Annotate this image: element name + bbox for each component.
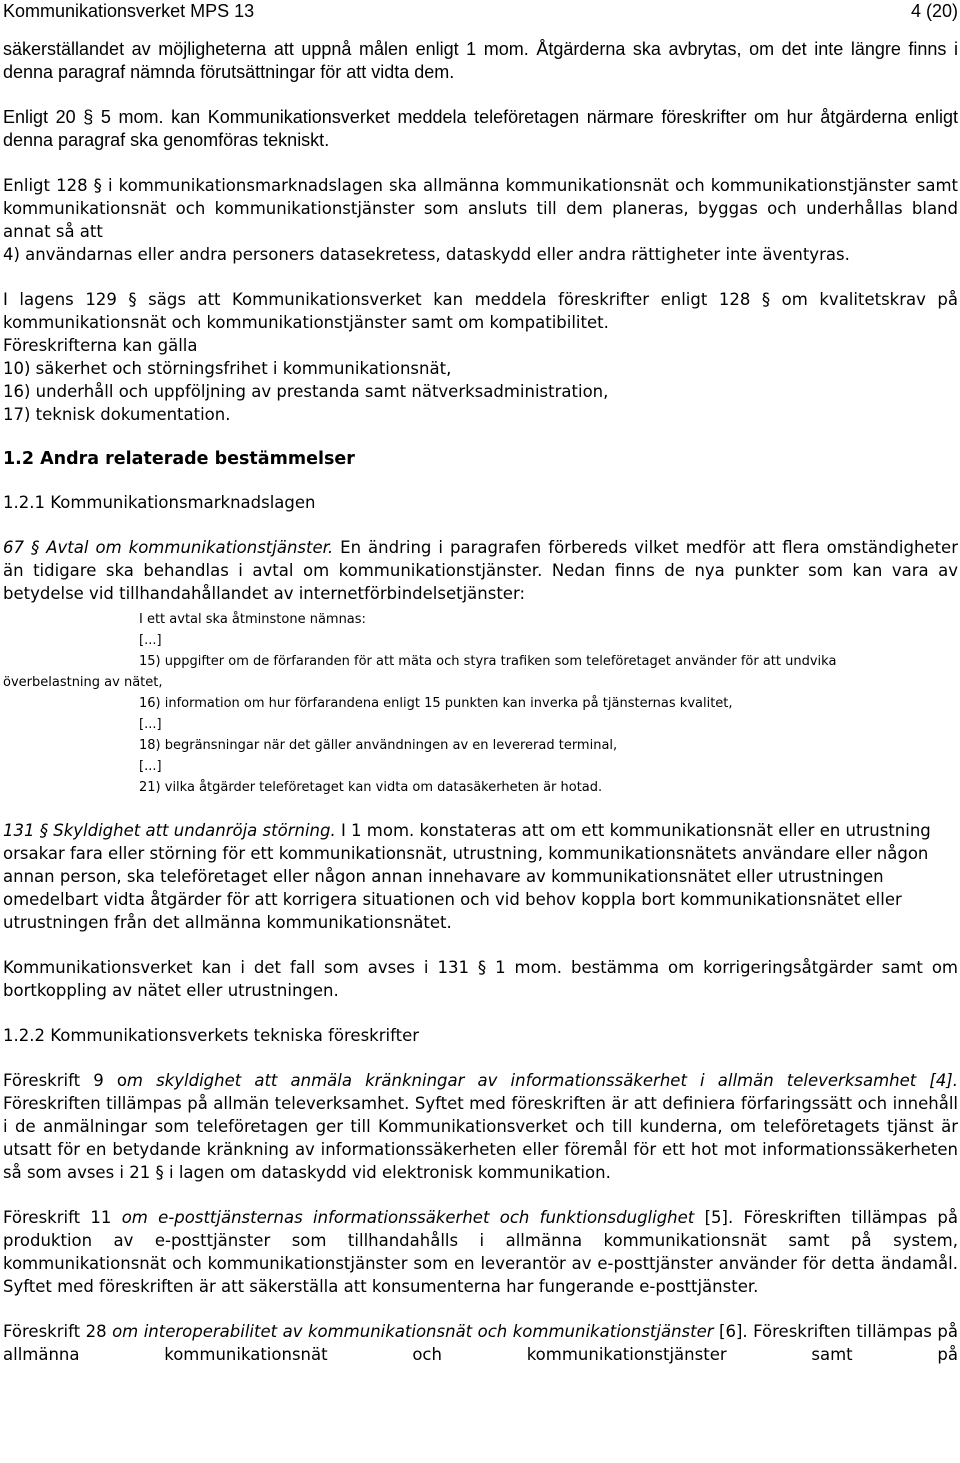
italic-reference: 131 § Skyldighet att undanröja störning. [3, 821, 336, 840]
paragraph-text: Föreskrift 28 [3, 1322, 113, 1341]
document-title: Kommunikationsverket MPS 13 [3, 1, 255, 21]
paragraph-text: Föreskrift 11 [3, 1208, 122, 1227]
list-item: 17) teknisk dokumentation. [3, 405, 231, 424]
list-item: 10) säkerhet och störningsfrihet i kommunikationsnät, [3, 359, 452, 378]
quote-line: överbelastning av nätet, [3, 675, 163, 690]
section-heading: 1.2 Andra relaterade bestämmelser [3, 449, 355, 469]
paragraph [3, 1069, 958, 1184]
paragraph-text: [6]. Föreskriften tillämpas på allmänna kommunikationsnät och kommunikationstjänster samt på [3, 1322, 958, 1364]
quote-line: 15) uppgifter om de förfaranden för att mäta och styra trafiken som teleföretaget använder för att undvika [139, 654, 837, 669]
paragraph-text: Föreskriften tillämpas på allmän televerksamhet. Syftet med föreskriften är att definiera förfaringssätt och innehåll i de anmälningar som teleföretagen ger till Kommunikationsverket och till kunderna, om teleföretagets tjänst är utsatt för en betydande kränkning av informationssäkerheten eller föremål för ett hot mot informationssäkerheten så som avses i 21 § i lagen om dataskydd vid elektronisk kommunikation. [3, 1094, 958, 1182]
page-number: 4 (20) [910, 1, 958, 21]
paragraph: Kommunikationsverket kan i det fall som avses i 131 § 1 mom. bestämma om korrigeringsåtgärder samt om bortkoppling av nätet eller utrustningen. [3, 958, 958, 1000]
paragraph [3, 1206, 958, 1298]
paragraph [3, 1320, 958, 1389]
paragraph-text: En ändring i paragrafen förbereds vilket medför att flera omständigheter än tidigare ska behandlas i avtal om kommunikationstjänster. Nedan finns de nya punkter som kan vara av betydelse vid tillhandahållandet av internetförbindelsetjänster: [3, 538, 958, 603]
italic-reference: 67 § Avtal om kommunikationstjänster. [3, 538, 334, 557]
paragraph-text: I 1 mom. konstateras att om ett kommunikationsnät eller en utrustning orsakar fara eller störning för ett kommunikationsnät, utrustning, kommunikationsnätets användare eller någon annan person, ska teleföretaget eller någon annan innehavare av kommunikationsnätet eller utrustningen omedelbart vidta åtgärder för att korrigera situationen och vid behov koppla bort kommunikationsnätet eller utrustningen från det allmänna kommunikationsnätet. [3, 821, 931, 932]
subsection-heading: 1.2.1 Kommunikationsmarknadslagen [3, 493, 316, 512]
paragraph: Enligt 128 § i kommunikationsmarknadslagen ska allmänna kommunikationsnät och kommunikationstjänster samt kommunikationsnät och kommunikationstjänster som ansluts till dem planeras, byggas och underhållas bland annat så att [3, 176, 958, 241]
list-block [3, 334, 958, 426]
paragraph: 4) användarnas eller andra personers datasekretess, dataskydd eller andra rättigheter inte äventyras. [3, 245, 850, 264]
italic-reference: m skyldighet att anmäla kränkningar av informationssäkerhet i allmän televerksamhet [4]. [126, 1071, 958, 1090]
quote-line: I ett avtal ska åtminstone nämnas: [139, 612, 366, 627]
paragraph [3, 819, 958, 934]
paragraph: säkerställandet av möjligheterna att uppnå målen enligt 1 mom. Åtgärderna ska avbrytas, om det inte längre finns i denna paragraf nämnda förutsättningar för att vidta dem. [3, 39, 958, 82]
quote-line: 21) vilka åtgärder teleföretaget kan vidta om datasäkerheten är hotad. [139, 780, 603, 795]
paragraph-text: Föreskrift 9 o [3, 1071, 127, 1090]
quote-line: [...] [139, 759, 162, 774]
page-header [3, 0, 958, 22]
quote-line: [...] [139, 633, 162, 648]
list-item: Föreskrifterna kan gälla [3, 336, 198, 355]
paragraph [3, 536, 958, 605]
list-item: 16) underhåll och uppföljning av prestanda samt nätverksadministration, [3, 382, 609, 401]
paragraph-text: [5]. Föreskriften tillämpas på produktion av e-posttjänster som tillhandahålls i allmänna kommunikationsnät samt på system, kommunikationsnät och kommunikationstjänster som en leverantör av e-posttjänster använder för detta ändamål. Syftet med föreskriften är att säkerställa att konsumenterna har fungerande e-posttjänster. [3, 1208, 958, 1296]
italic-reference: om e-posttjänsternas informationssäkerhet och funktionsduglighet [121, 1208, 695, 1227]
subsection-heading: 1.2.2 Kommunikationsverkets tekniska föreskrifter [3, 1026, 420, 1045]
quote-line: 16) information om hur förfarandena enligt 15 punkten kan inverka på tjänsternas kvalitet, [139, 696, 733, 711]
quote-line: 18) begränsningar när det gäller användningen av en levererad terminal, [139, 738, 618, 753]
italic-reference: om interoperabilitet av kommunikationsnät och kommunikationstjänster [112, 1322, 714, 1341]
paragraph: Enligt 20 § 5 mom. kan Kommunikationsverket meddela teleföretagen närmare föreskrifter om hur åtgärderna enligt denna paragraf ska genomföras tekniskt. [3, 107, 958, 150]
paragraph: I lagens 129 § sägs att Kommunikationsverket kan meddela föreskrifter enligt 128 § om kvalitetskrav på kommunikationsnät och kommunikationstjänster samt om kompatibilitet. [3, 290, 958, 332]
quote-line: [...] [139, 717, 162, 732]
law-quote [3, 609, 958, 798]
